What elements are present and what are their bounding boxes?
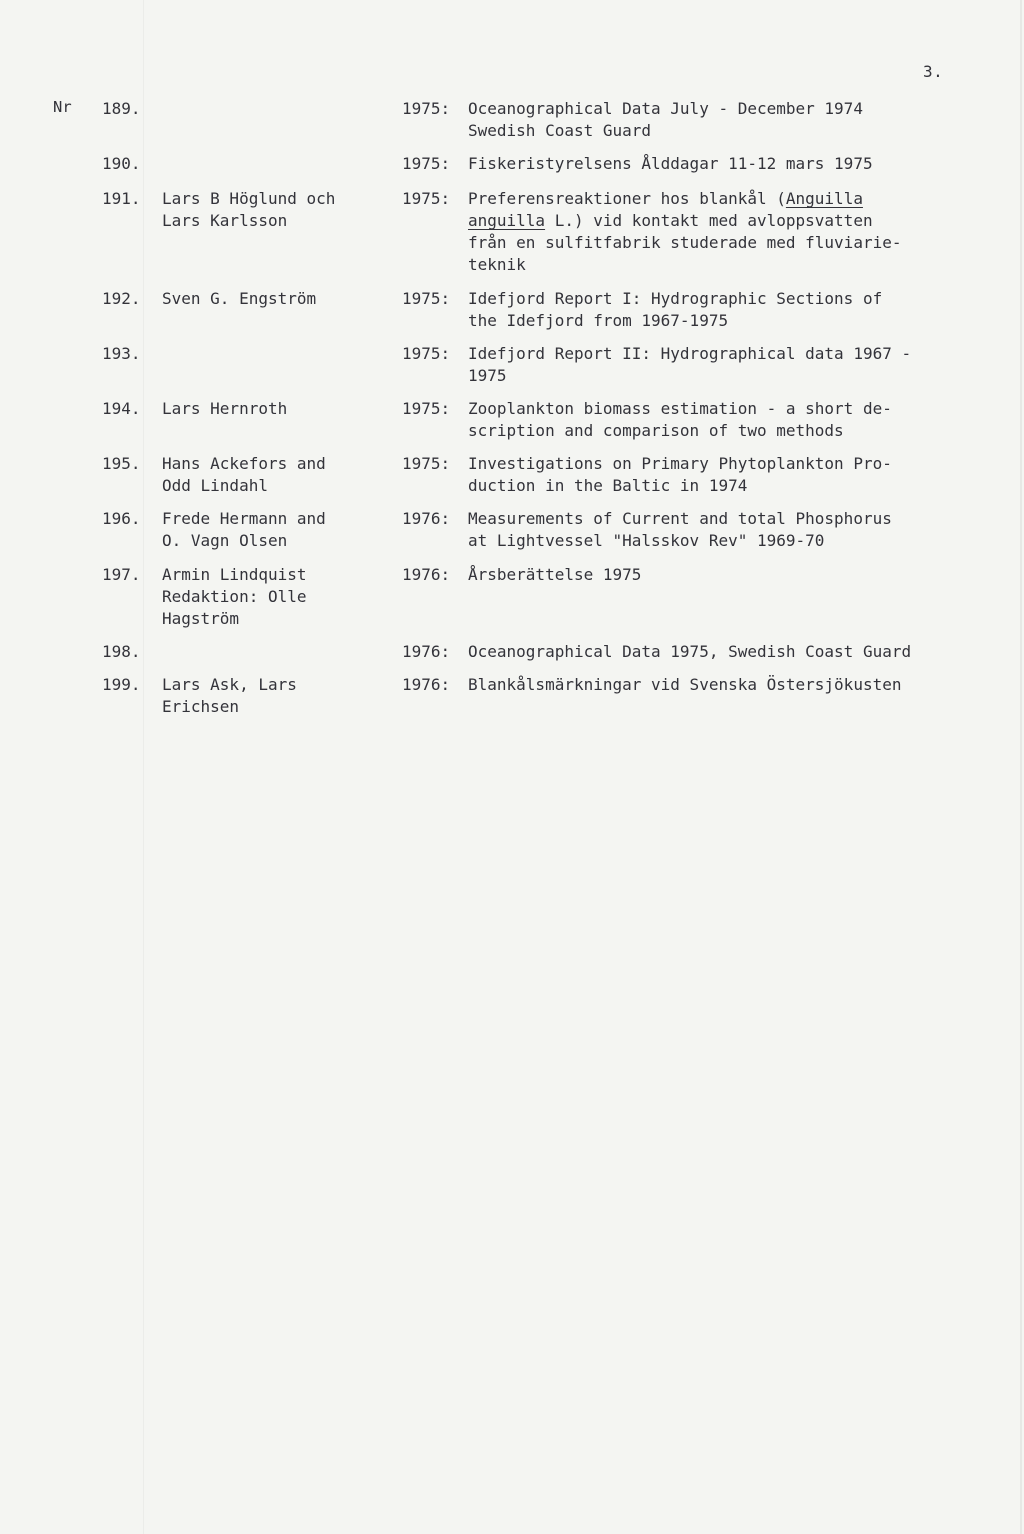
entry-title bbox=[468, 343, 988, 387]
title-line: duction in the Baltic in 1974 bbox=[468, 476, 748, 495]
entry-author bbox=[162, 398, 382, 420]
entry-number: 189. bbox=[102, 99, 141, 118]
title-line: Zooplankton biomass estimation - a short de- bbox=[468, 399, 892, 418]
author-line: Lars Karlsson bbox=[162, 211, 288, 230]
entry-year: 1975: bbox=[402, 99, 451, 118]
title-underlined-term: Anguilla bbox=[785, 189, 863, 208]
title-line: Oceanographical Data July - December 1974 bbox=[468, 99, 863, 118]
entry-year: 1975: bbox=[402, 154, 451, 173]
title-line: at Lightvessel "Halsskov Rev" 1969-70 bbox=[468, 531, 825, 550]
entry-year: 1976: bbox=[402, 675, 451, 694]
entry-author bbox=[162, 674, 382, 718]
title-line bbox=[468, 210, 988, 232]
entry-number: 190. bbox=[102, 154, 141, 173]
entry-year: 1975: bbox=[402, 454, 451, 473]
entry-title bbox=[468, 288, 988, 332]
title-line: från en sulfitfabrik studerade med fluviarie- bbox=[468, 233, 902, 252]
author-line: Armin Lindquist bbox=[162, 565, 307, 584]
author-line: Odd Lindahl bbox=[162, 476, 268, 495]
author-line: O. Vagn Olsen bbox=[162, 531, 288, 550]
entry-year: 1976: bbox=[402, 642, 451, 661]
entry-year: 1975: bbox=[402, 189, 451, 208]
author-line: Sven G. Engström bbox=[162, 289, 317, 308]
title-line: teknik bbox=[468, 255, 526, 274]
entry-number: 196. bbox=[102, 509, 141, 528]
entry-year: 1975: bbox=[402, 399, 451, 418]
entry-title bbox=[468, 508, 988, 552]
entry-number: 199. bbox=[102, 675, 141, 694]
title-line: Idefjord Report II: Hydrographical data 1967 - bbox=[468, 344, 912, 363]
entry-title bbox=[468, 98, 988, 142]
title-text: Preferensreaktioner hos blankål ( bbox=[468, 189, 786, 208]
nr-label: Nr bbox=[53, 98, 72, 116]
title-line: Oceanographical Data 1975, Swedish Coast Guard bbox=[468, 642, 912, 661]
title-line: Swedish Coast Guard bbox=[468, 121, 652, 140]
title-line bbox=[468, 188, 988, 210]
title-line: scription and comparison of two methods bbox=[468, 421, 844, 440]
entry-author bbox=[162, 564, 382, 630]
title-line: Idefjord Report I: Hydrographic Sections of bbox=[468, 289, 883, 308]
title-line: Blankålsmärkningar vid Svenska Östersjökusten bbox=[468, 675, 902, 694]
paper-fold-line bbox=[143, 0, 144, 1534]
entry-title bbox=[468, 641, 988, 663]
entry-author bbox=[162, 453, 382, 497]
title-line: Årsberättelse 1975 bbox=[468, 565, 642, 584]
author-line: Redaktion: Olle bbox=[162, 587, 307, 606]
author-line: Lars Hernroth bbox=[162, 399, 288, 418]
title-line: the Idefjord from 1967-1975 bbox=[468, 311, 729, 330]
entry-number: 198. bbox=[102, 642, 141, 661]
entry-number: 193. bbox=[102, 344, 141, 363]
entry-author bbox=[162, 288, 382, 310]
entry-author bbox=[162, 188, 382, 232]
entry-number: 195. bbox=[102, 454, 141, 473]
author-line: Frede Hermann and bbox=[162, 509, 326, 528]
title-line: Investigations on Primary Phytoplankton Pro- bbox=[468, 454, 892, 473]
title-underlined-term: anguilla bbox=[468, 211, 546, 230]
author-line: Lars Ask, Lars bbox=[162, 675, 297, 694]
page-number: 3. bbox=[923, 62, 944, 81]
entry-author bbox=[162, 508, 382, 552]
title-line: 1975 bbox=[468, 366, 507, 385]
entry-title bbox=[468, 188, 988, 276]
entry-title bbox=[468, 453, 988, 497]
entry-year: 1975: bbox=[402, 344, 451, 363]
entry-title bbox=[468, 153, 988, 175]
author-line: Hagström bbox=[162, 609, 240, 628]
entry-number: 192. bbox=[102, 289, 141, 308]
entry-year: 1975: bbox=[402, 289, 451, 308]
entry-year: 1976: bbox=[402, 509, 451, 528]
title-text: L.) vid kontakt med avloppsvatten bbox=[545, 211, 873, 230]
entry-year: 1976: bbox=[402, 565, 451, 584]
title-line: Measurements of Current and total Phosphorus bbox=[468, 509, 892, 528]
title-line: Fiskeristyrelsens Ålddagar 11-12 mars 1975 bbox=[468, 154, 873, 173]
author-line: Erichsen bbox=[162, 697, 240, 716]
author-line: Hans Ackefors and bbox=[162, 454, 326, 473]
entry-number: 194. bbox=[102, 399, 141, 418]
author-line: Lars B Höglund och bbox=[162, 189, 336, 208]
entry-title bbox=[468, 398, 988, 442]
entry-number: 197. bbox=[102, 565, 141, 584]
entry-title bbox=[468, 564, 988, 586]
paper-edge bbox=[1020, 0, 1022, 1534]
entry-number: 191. bbox=[102, 189, 141, 208]
entry-title bbox=[468, 674, 988, 696]
